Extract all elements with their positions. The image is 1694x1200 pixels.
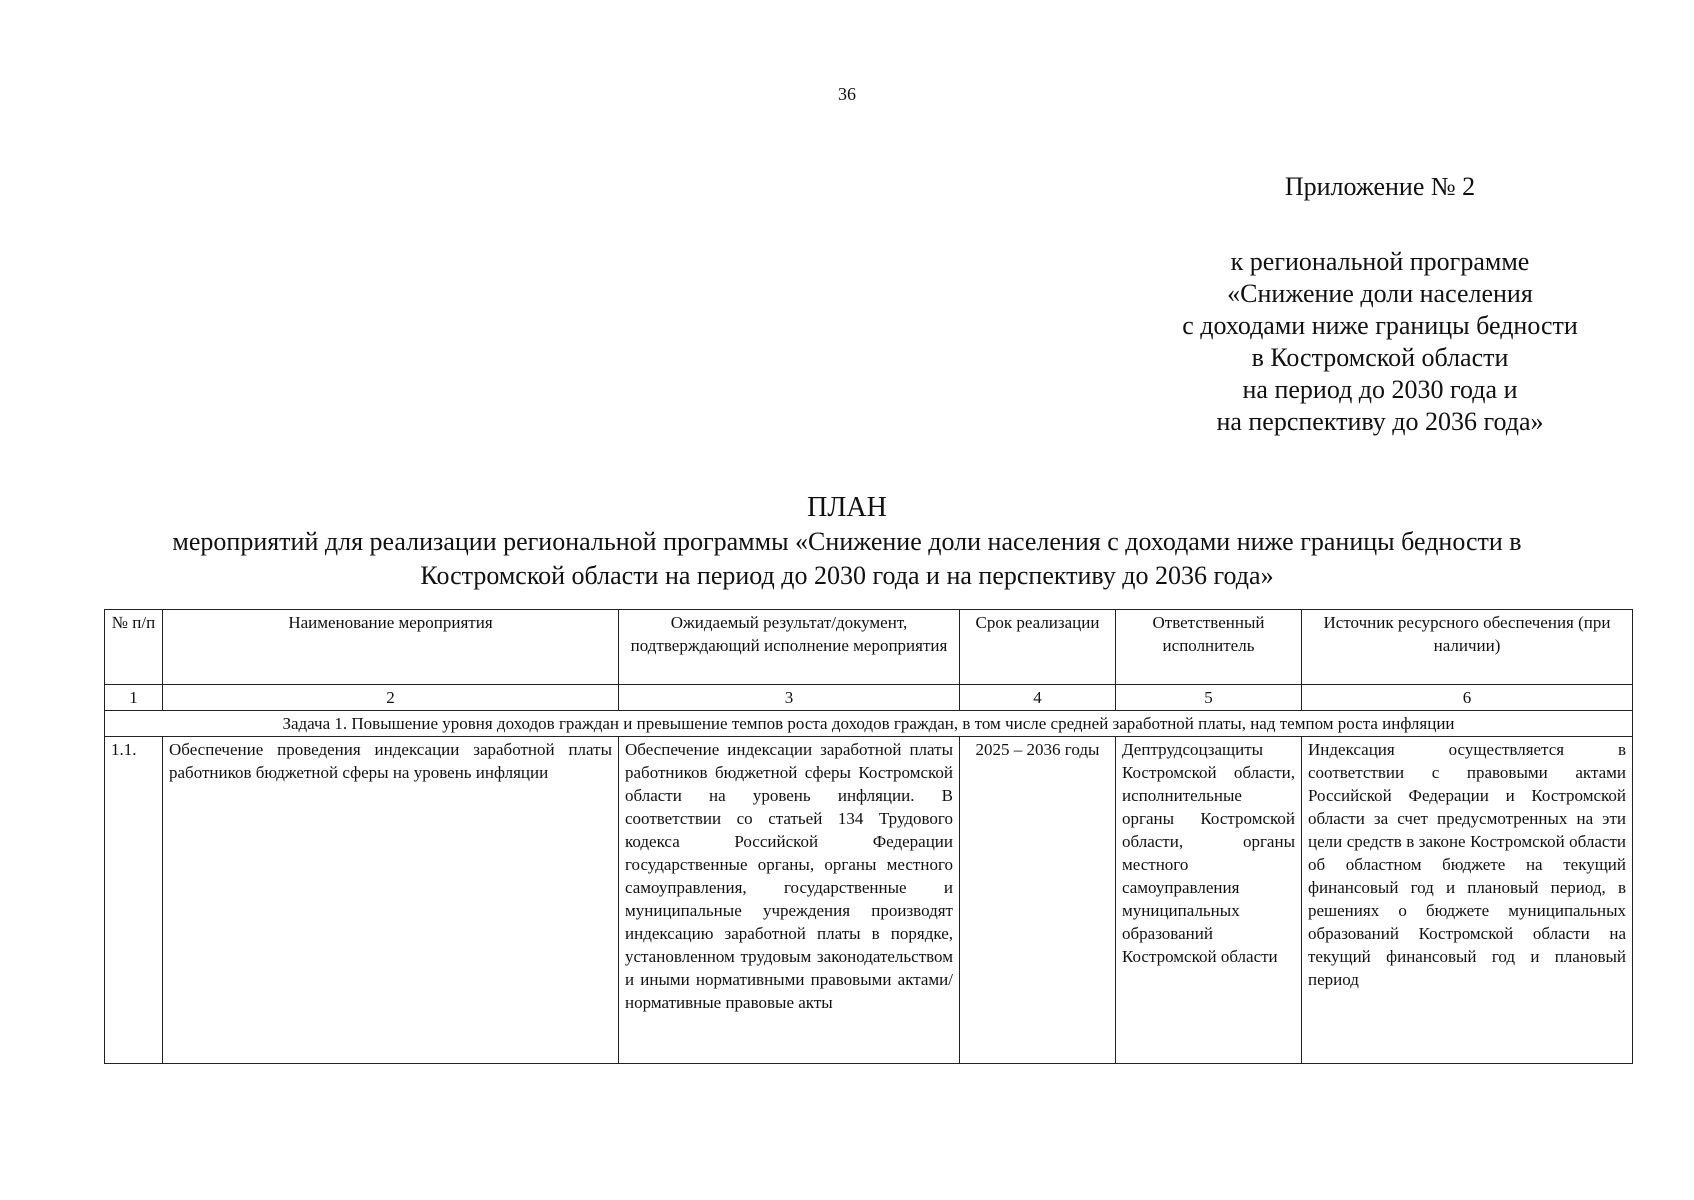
header-cell: № п/п — [105, 610, 163, 685]
task-cell: Задача 1. Повышение уровня доходов граждан и превышение темпов роста доходов граждан, в том числе средней заработной платы, над темпом роста инфляции — [105, 711, 1633, 737]
expected-result-cell: Обеспечение индексации заработной платы работников бюджетной сферы Костромской области на уровень инфляции. В соответствии со статьей 134 Трудового кодекса Российской Федерации государственные органы, органы местного самоуправления, государственные и муниципальные учреждения производят индексацию заработной платы в порядке, установленном трудовым законодательством и иными нормативными правовыми актами/нормативные правовые акты — [619, 737, 960, 1064]
term-cell: 2025 – 2036 годы — [960, 737, 1116, 1064]
table-row — [105, 737, 1633, 1064]
measure-name-cell: Обеспечение проведения индексации заработной платы работников бюджетной сферы на уровень инфляции — [163, 737, 619, 1064]
plan-subtitle — [90, 525, 1604, 593]
header-cell: Ожидаемый результат/документ, подтверждающий исполнение мероприятия — [619, 610, 960, 685]
column-number-cell: 2 — [163, 685, 619, 711]
appendix-line: с доходами ниже границы бедности — [1182, 311, 1578, 340]
header-cell: Срок реализации — [960, 610, 1116, 685]
column-number-cell: 3 — [619, 685, 960, 711]
appendix-line: в Костромской области — [1251, 343, 1509, 372]
resource-source-cell: Индексация осуществляется в соответствии с правовыми актами Российской Федерации и Костромской области за счет предусмотренных на эти цели средств в законе Костромской области об областном бюджете на текущий финансовый год и плановый период, в решениях о бюджете муниципальных образований Костромской области на текущий финансовый год и плановый период — [1302, 737, 1633, 1064]
appendix-line: «Снижение доли населения — [1227, 279, 1533, 308]
header-cell: Наименование мероприятия — [163, 610, 619, 685]
column-number-row — [105, 685, 1633, 711]
column-number-cell: 4 — [960, 685, 1116, 711]
plan-table — [104, 609, 1633, 1064]
header-cell: Источник ресурсного обеспечения (при наличии) — [1302, 610, 1633, 685]
task-row — [105, 711, 1633, 737]
column-number-cell: 5 — [1116, 685, 1302, 711]
table-header-row — [105, 610, 1633, 685]
appendix-subtitle — [1130, 246, 1630, 438]
column-number-cell: 6 — [1302, 685, 1633, 711]
executor-cell: Дептрудсоцзащиты Костромской области, исполнительные органы Костромской области, органы местного самоуправления муниципальных образований Костромской области — [1116, 737, 1302, 1064]
appendix-line: на перспективу до 2036 года» — [1216, 407, 1544, 436]
plan-subtitle-line: мероприятий для реализации региональной программы «Снижение доли населения с доходами ниже границы бедности в — [172, 527, 1522, 556]
row-number-cell: 1.1. — [105, 737, 163, 1064]
plan-subtitle-line: Костромской области на период до 2030 года и на перспективу до 2036 года» — [420, 561, 1274, 590]
appendix-line: к региональной программе — [1230, 247, 1530, 276]
column-number-cell: 1 — [105, 685, 163, 711]
header-cell: Ответственный исполнитель — [1116, 610, 1302, 685]
page-number: 36 — [838, 84, 856, 104]
appendix-title: Приложение № 2 — [1284, 172, 1476, 201]
plan-title: ПЛАН — [807, 492, 887, 523]
appendix-line: на период до 2030 года и — [1242, 375, 1518, 404]
